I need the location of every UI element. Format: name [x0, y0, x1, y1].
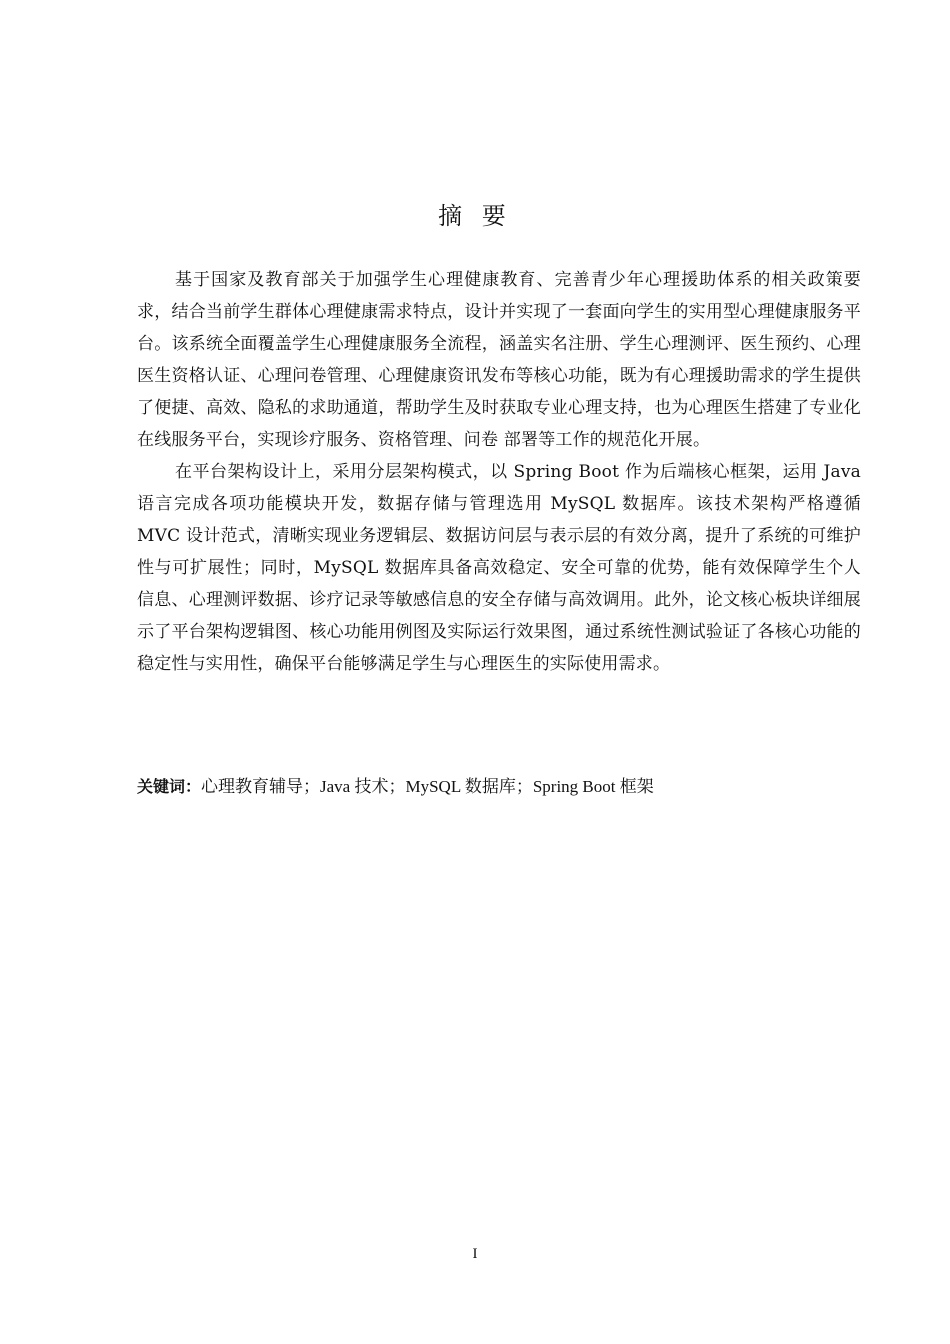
abstract-body — [137, 264, 861, 680]
abstract-paragraph-1: 基于国家及教育部关于加强学生心理健康教育、完善青少年心理援助体系的相关政策要求，结合当前学生群体心理健康需求特点，设计并实现了一套面向学生的实用型心理健康服务平台。该系统全面覆盖学生心理健康服务全流程，涵盖实名注册、学生心理测评、医生预约、心理医生资格认证、心理问卷管理、心理健康资讯发布等核心功能，既为有心理援助需求的学生提供了便捷、高效、隐私的求助通道，帮助学生及时获取专业心理支持，也为心理医生搭建了专业化在线服务平台，实现诊疗服务、资格管理、问卷 部署等工作的规范化开展。 — [137, 270, 861, 450]
abstract-paragraph-2: 在平台架构设计上，采用分层架构模式，以 Spring Boot 作为后端核心框架，运用 Java 语言完成各项功能模块开发，数据存储与管理选用 MySQL 数据库。该技术架构严格遵循 MVC 设计范式，清晰实现业务逻辑层、数据访问层与表示层的有效分离，提升了系统的可维护性与可扩展性；同时，MySQL 数据库具备高效稳定、安全可靠的优势，能有效保障学生个人信息、心理测评数据、诊疗记录等敏感信息的安全存储与高效调用。此外，论文核心板块详细展示了平台架构逻辑图、核心功能用例图及实际运行效果图，通过系统性测试验证了各核心功能的稳定性与实用性，确保平台能够满足学生与心理医生的实际使用需求。 — [137, 462, 861, 674]
keywords-text: 心理教育辅导；Java 技术；MySQL 数据库；Spring Boot 框架 — [201, 777, 654, 796]
abstract-title: 摘 要 — [438, 202, 512, 230]
keywords-line — [137, 771, 861, 803]
page-number: I — [472, 1246, 478, 1262]
keywords-label: 关键词： — [137, 777, 202, 796]
